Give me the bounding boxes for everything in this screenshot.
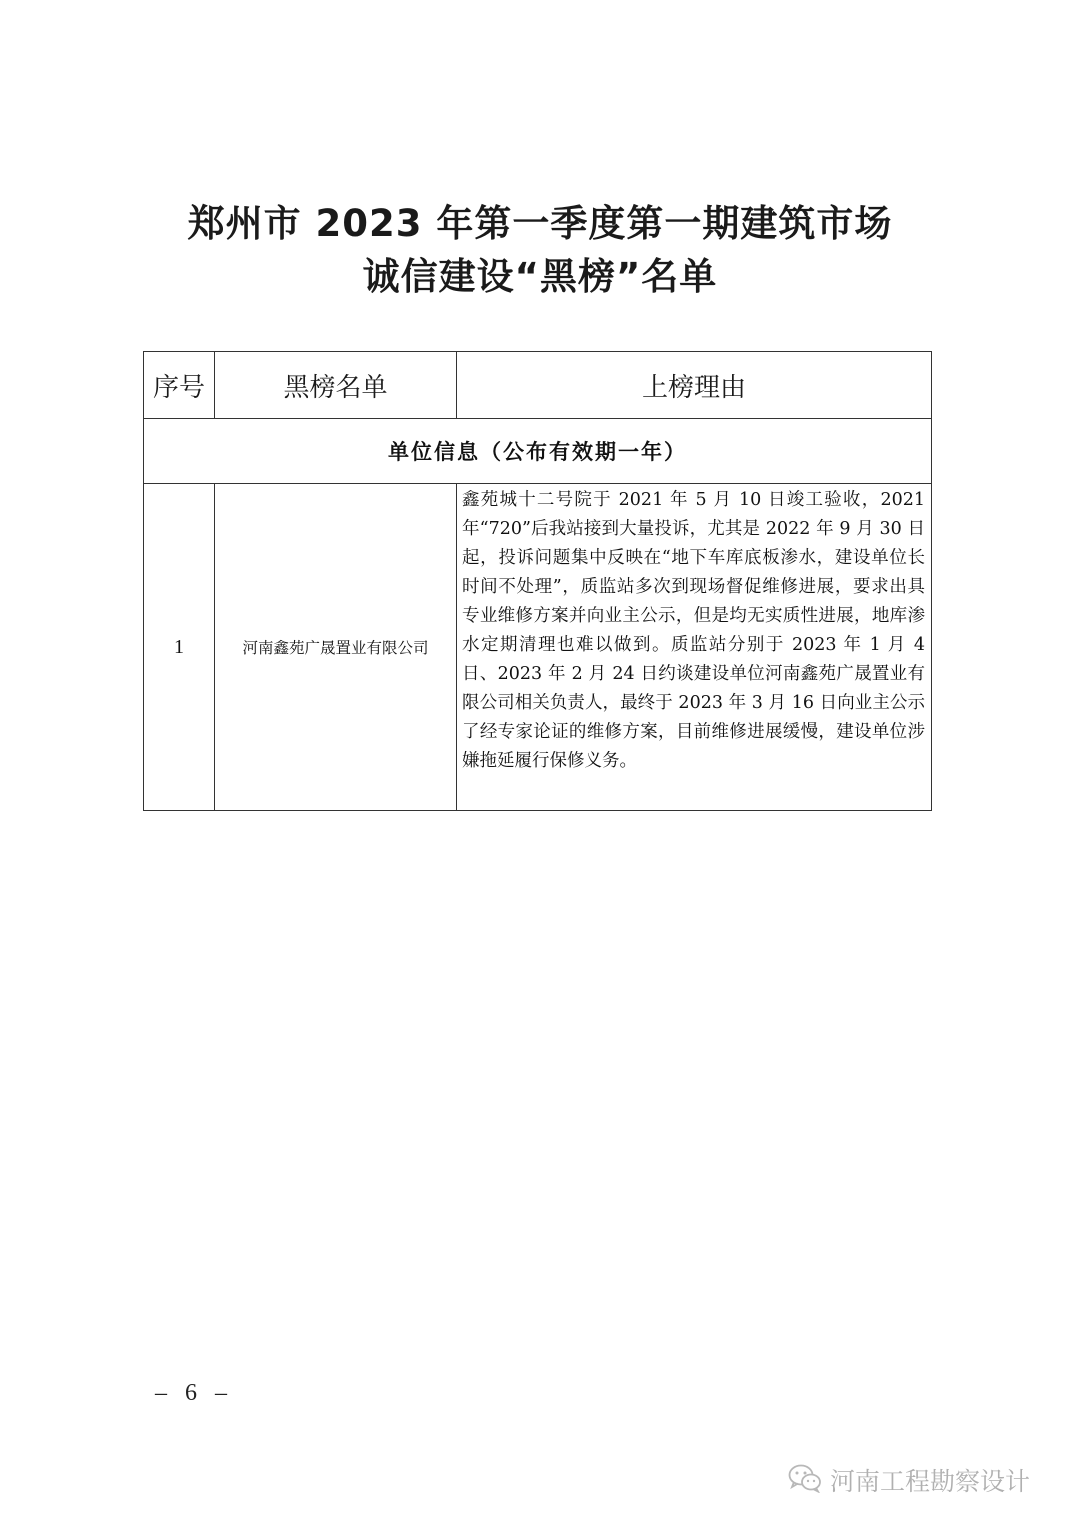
header-reason: 上榜理由	[457, 352, 932, 419]
header-name: 黑榜名单	[215, 352, 457, 419]
table-header-row	[144, 352, 932, 419]
page-number: – 6 –	[155, 1380, 233, 1406]
watermark	[788, 1462, 1030, 1498]
table-row	[144, 484, 932, 811]
section-row	[144, 419, 932, 484]
section-label: 单位信息（公布有效期一年）	[144, 419, 932, 484]
row-name: 河南鑫苑广晟置业有限公司	[215, 484, 457, 811]
watermark-text: 河南工程勘察设计	[830, 1467, 1031, 1496]
document-title-line2: 诚信建设“黑榜”名单	[362, 255, 718, 298]
row-index: 1	[144, 484, 215, 811]
row-reason: 鑫苑城十二号院于 2021 年 5 月 10 日竣工验收，2021 年“720”后我站接到大量投诉，尤其是 2022 年 9 月 30 日起，投诉问题集中反映在“地下车库底板渗水，建设单位长时间不处理”，质监站多次到现场督促维修进展，要求出具专业维修方案并向业主公示，但是均无实质性进展，地库渗水定期清理也难以做到。质监站分别于 2023 年 1 月 4 日、2023 年 2 月 24 日约谈建设单位河南鑫苑广晟置业有限公司相关负责人，最终于 2023 年 3 月 16 日向业主公示了经专家论证的维修方案，目前维修进展缓慢，建设单位涉嫌拖延履行保修义务。	[457, 484, 932, 811]
document-title-line1: 郑州市 2023 年第一季度第一期建筑市场	[187, 202, 893, 245]
header-index: 序号	[144, 352, 215, 419]
wechat-icon	[788, 1463, 822, 1498]
blacklist-table	[143, 351, 932, 811]
